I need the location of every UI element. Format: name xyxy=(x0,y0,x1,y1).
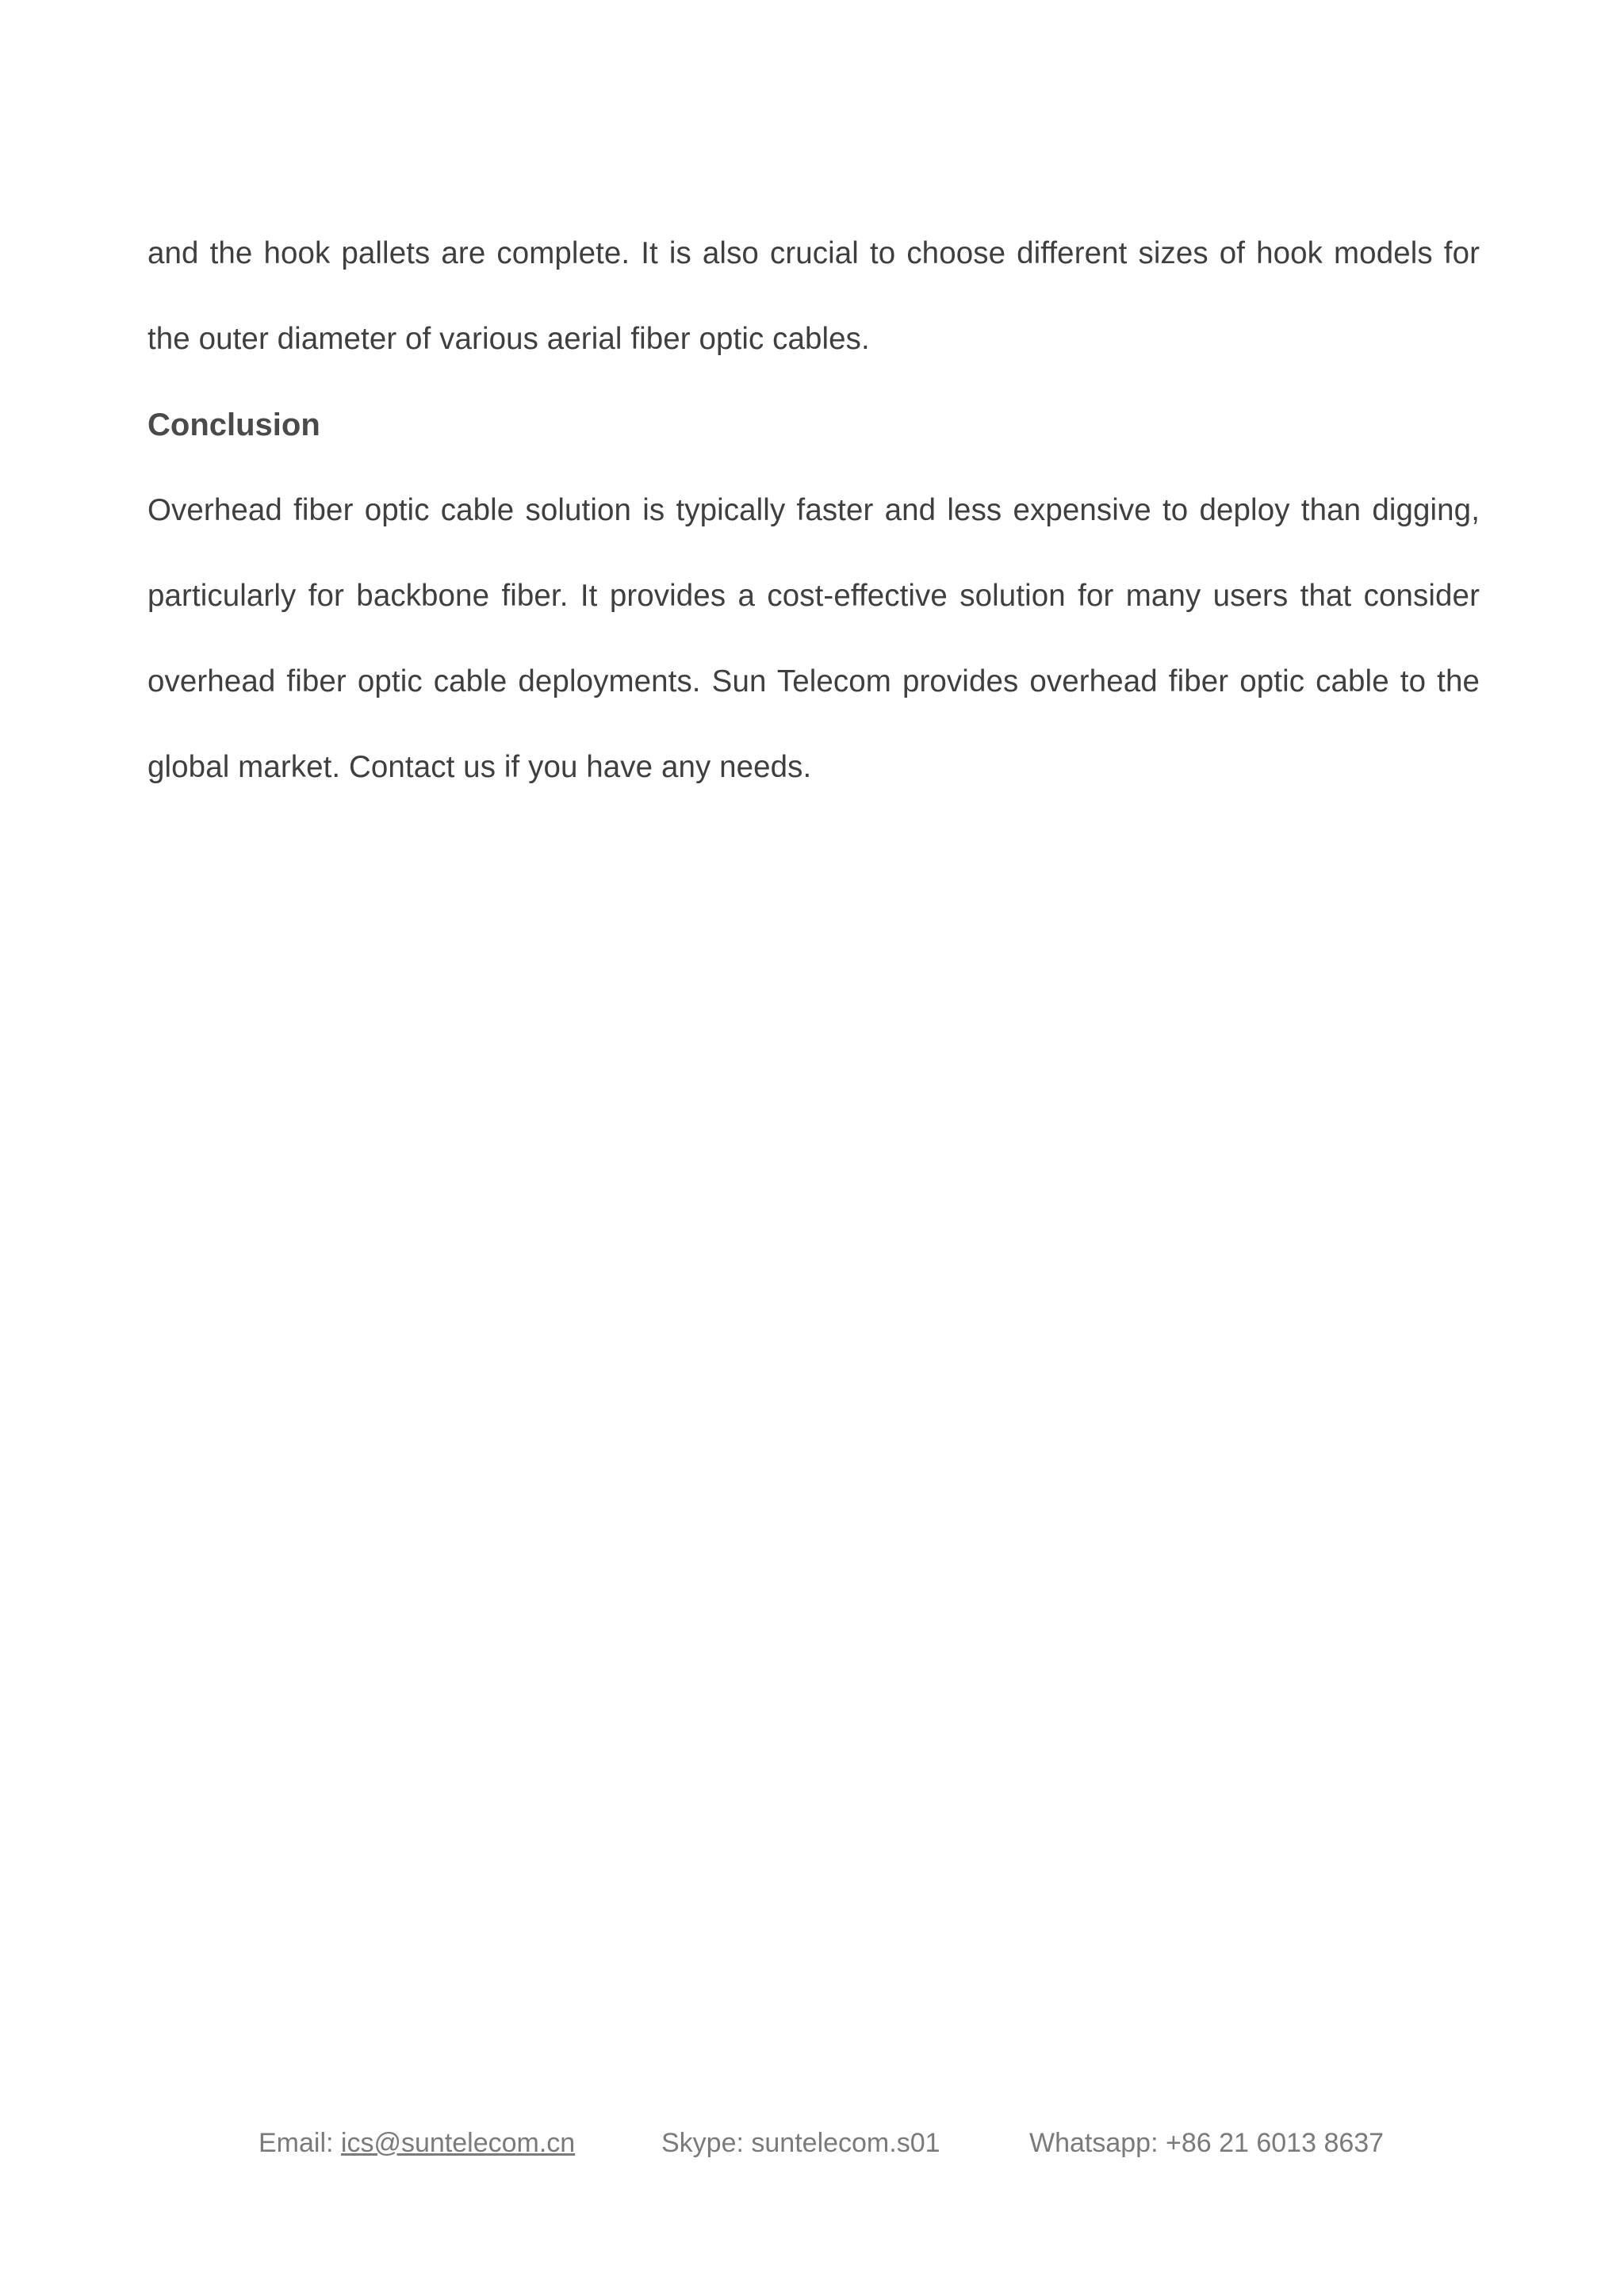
page-footer xyxy=(0,2128,1624,2175)
email-link[interactable]: ics@suntelecom.cn xyxy=(340,2128,576,2158)
footer-email xyxy=(259,2128,575,2159)
section-heading-conclusion: Conclusion xyxy=(147,408,320,442)
footer-skype: Skype: suntelecom.s01 xyxy=(661,2128,940,2158)
footer-email-label: Email: xyxy=(259,2128,341,2158)
document-body xyxy=(147,211,1480,810)
paragraph-conclusion: Overhead fiber optic cable solution is typically faster and less expensive to deploy than digging, particularly for backbone fiber. It provides a cost-effective solution for many users that consider overhead fiber optic cable deployments. Sun Telecom provides overhead fiber optic cable to the global market. Contact us if you have any needs. xyxy=(147,493,1480,784)
footer-whatsapp: Whatsapp: +86 21 6013 8637 xyxy=(1029,2128,1385,2158)
paragraph-continuation: and the hook pallets are complete. It is also crucial to choose different sizes of hook models for the outer diameter of various aerial fiber optic cables. xyxy=(147,236,1480,356)
